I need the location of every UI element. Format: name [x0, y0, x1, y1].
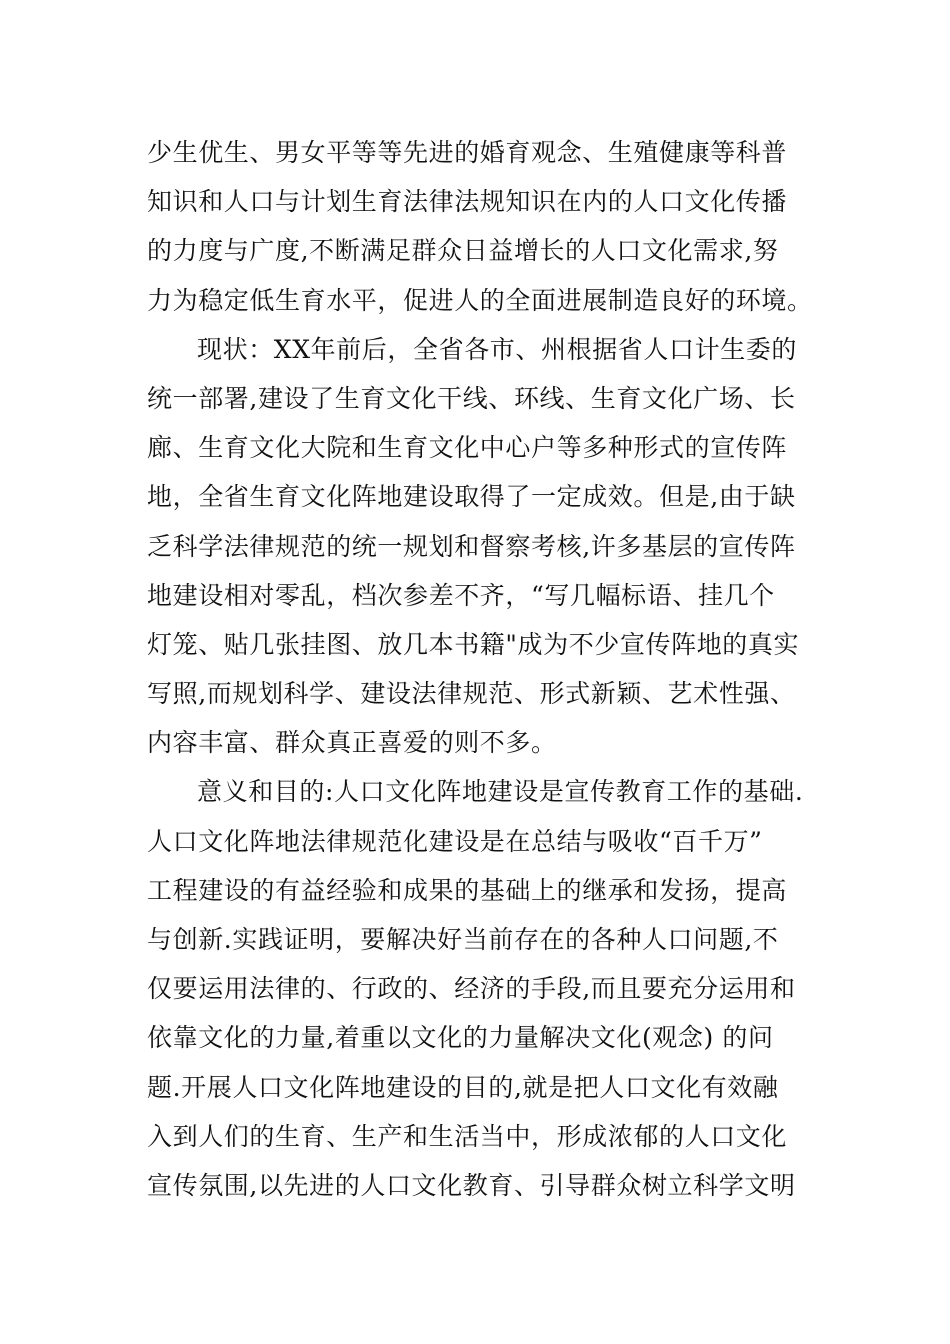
- text-line: 统一部署,建设了生育文化干线、环线、生育文化广场、长: [147, 383, 796, 413]
- text-line: 力为稳定低生育水平，促进人的全面进展制造良好的环境。: [147, 285, 813, 315]
- text-line: 的力度与广度,不断满足群众日益增长的人口文化需求,努: [147, 236, 779, 266]
- text-line: 廊、生育文化大院和生育文化中心户等多种形式的宣传阵: [147, 433, 788, 463]
- text-line: 工程建设的有益经验和成果的基础上的继承和发扬，提高: [147, 875, 788, 905]
- text-line: 灯笼、贴几张挂图、放几本书籍"成为不少宣传阵地的真实: [147, 629, 800, 659]
- text-line: 地，全省生育文化阵地建设取得了一定成效。但是,由于缺: [147, 482, 796, 512]
- text-line: 写照,而规划科学、建设法律规范、形式新颖、艺术性强、: [147, 679, 796, 709]
- text-line: 内容丰富、群众真正喜爱的则不多。: [147, 728, 557, 758]
- text-line: 乏科学法律规范的统一规划和督察考核,许多基层的宣传阵: [147, 531, 796, 561]
- body-text: [147, 128, 813, 1210]
- text-line: 人口文化阵地法律规范化建设是在总结与吸收“百千万”: [147, 826, 763, 856]
- text-line: 与创新.实践证明，要解决好当前存在的各种人口问题,不: [147, 925, 779, 954]
- text-line: 题.开展人口文化阵地建设的目的,就是把人口文化有效融: [147, 1072, 779, 1102]
- text-line: 宣传氛围,以先进的人口文化教育、引导群众树立科学文明: [147, 1170, 796, 1200]
- paragraph-start-line: 现状：XX年前后，全省各市、州根据省人口计生委的: [197, 334, 797, 364]
- text-line: 入到人们的生育、生产和生活当中，形成浓郁的人口文化: [147, 1121, 788, 1151]
- paragraph-start-line: 意义和目的:人口文化阵地建设是宣传教育工作的基础.: [197, 777, 804, 807]
- text-line: 少生优生、男女平等等先进的婚育观念、生殖健康等科普: [147, 138, 788, 167]
- text-line: 依靠文化的力量,着重以文化的力量解决文化(观念) 的问: [147, 1023, 774, 1053]
- text-line: 知识和人口与计划生育法律法规知识在内的人口文化传播: [147, 187, 788, 217]
- text-line: 地建设相对零乱，档次参差不齐，“写几幅标语、挂几个: [147, 580, 775, 610]
- text-line: 仅要运用法律的、行政的、经济的手段,而且要充分运用和: [147, 974, 796, 1004]
